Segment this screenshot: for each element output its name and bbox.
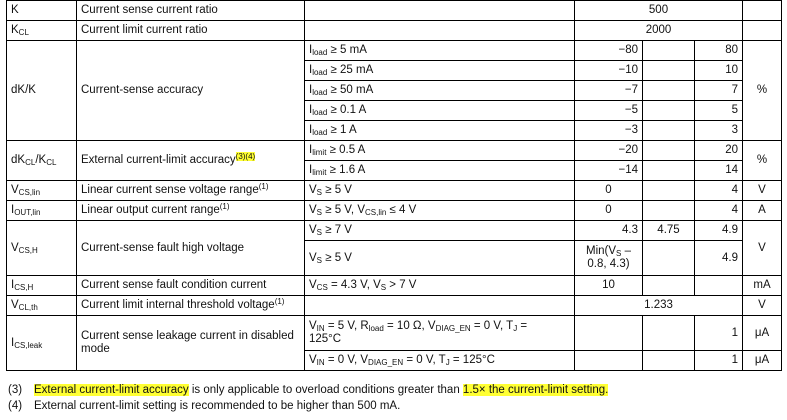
unit-cell	[743, 1, 782, 21]
table-row	[7, 41, 782, 61]
condition-cell: $V_S \ge 5$ V	[305, 181, 575, 201]
typ-cell	[643, 201, 695, 221]
parameter-cell: Current sense fault condition current	[77, 276, 305, 296]
highlighted-text: 1.5× the current-limit setting.	[462, 384, 609, 396]
parameter-cell: Current limit current ratio	[77, 21, 305, 41]
condition-cell: $I_{load} \ge 25$ mA	[305, 61, 575, 81]
min-cell: 0	[575, 181, 643, 201]
min-cell: −10	[575, 61, 643, 81]
table-row	[7, 201, 782, 221]
parameter-cell: Current sense leakage current in disabled mode	[77, 316, 305, 371]
table-row	[7, 296, 782, 316]
unit-cell: V	[743, 221, 782, 276]
typ-cell	[643, 351, 695, 371]
condition-cell: $I_{load} \ge 50$ mA	[305, 81, 575, 101]
symbol-cell: K	[7, 1, 77, 21]
condition-cell: $V_S \ge 5$ V, $V_{CS,lin} \le 4$ V	[305, 201, 575, 221]
max-cell: 10	[695, 61, 743, 81]
table-row	[7, 1, 782, 21]
unit-cell: mA	[743, 276, 782, 296]
typ-cell	[643, 276, 695, 296]
min-cell: −14	[575, 161, 643, 181]
typ-cell	[643, 61, 695, 81]
max-cell: 4	[695, 181, 743, 201]
parameter-cell: External current-limit accuracy$^{(3)(4)}$	[77, 141, 305, 181]
min-cell	[575, 351, 643, 371]
table-row	[7, 141, 782, 161]
min-cell: −80	[575, 41, 643, 61]
max-cell	[695, 276, 743, 296]
max-cell: 1	[695, 351, 743, 371]
typ-cell	[643, 121, 695, 141]
condition-cell: $I_{limit} \ge 0.5$ A	[305, 141, 575, 161]
highlighted-text: External current-limit accuracy	[34, 384, 189, 396]
condition-cell	[305, 21, 575, 41]
typ-cell	[643, 141, 695, 161]
table-row	[7, 316, 782, 351]
condition-cell: $I_{load} \ge 5$ mA	[305, 41, 575, 61]
min-cell	[575, 316, 643, 351]
condition-cell: $V_S \ge 7$ V	[305, 221, 575, 241]
max-cell: 4.9	[695, 241, 743, 276]
table-row	[7, 181, 782, 201]
typ-cell: 4.75	[643, 221, 695, 241]
typ-cell	[643, 181, 695, 201]
typ-cell	[643, 81, 695, 101]
max-cell: 80	[695, 41, 743, 61]
unit-cell: μA	[743, 316, 782, 351]
symbol-cell: $I_{CS,leak}$	[7, 316, 77, 371]
symbol-cell: $I_{OUT,lin}$	[7, 201, 77, 221]
parameter-cell: Current limit internal threshold voltage$^{(1)}$	[77, 296, 305, 316]
condition-cell: $V_{IN} = 0$ V, $V_{DIAG\_EN} = 0$ V, $T_J = 125^\circ C$	[305, 351, 575, 371]
footnotes	[8, 382, 608, 414]
max-cell: 4.9	[695, 221, 743, 241]
unit-cell: V	[743, 296, 782, 316]
parameter-cell: Current-sense accuracy	[77, 41, 305, 141]
typ-cell	[643, 316, 695, 351]
max-cell: 14	[695, 161, 743, 181]
parameter-cell: Current-sense fault high voltage	[77, 221, 305, 276]
unit-cell: %	[743, 141, 782, 181]
max-cell: 7	[695, 81, 743, 101]
parameter-cell: Linear current sense voltage range$^{(1)}$	[77, 181, 305, 201]
min-cell: −3	[575, 121, 643, 141]
footnote-ref[interactable]: (1)	[219, 202, 230, 211]
min-cell: −5	[575, 101, 643, 121]
footnote-4: (4) External current-limit setting is recommended to be higher than 500 mA.	[8, 400, 401, 412]
symbol-cell: dK/K	[7, 41, 77, 141]
symbol-cell: $K_{CL}$	[7, 21, 77, 41]
condition-cell	[305, 296, 575, 316]
unit-cell: V	[743, 181, 782, 201]
condition-cell: $V_S \ge 5$ V	[305, 241, 575, 276]
max-cell: 4	[695, 201, 743, 221]
min-cell: −7	[575, 81, 643, 101]
typ-cell	[643, 101, 695, 121]
min-cell: 4.3	[575, 221, 643, 241]
typ-cell	[643, 241, 695, 276]
footnote-3: (3) External current-limit accuracy is only applicable to overload conditions greater than 1.5× the current-limit setting.	[8, 384, 609, 396]
typ-cell	[643, 41, 695, 61]
condition-cell: $I_{limit} \ge 1.6$ A	[305, 161, 575, 181]
typ-cell	[643, 161, 695, 181]
condition-cell	[305, 1, 575, 21]
unit-cell: μA	[743, 351, 782, 371]
min-cell: 10	[575, 276, 643, 296]
electrical-characteristics-table	[6, 0, 782, 371]
max-cell: 20	[695, 141, 743, 161]
symbol-cell: $I_{CS,H}$	[7, 276, 77, 296]
footnote-ref[interactable]: (1)	[258, 182, 269, 191]
typ-cell: 1.233	[575, 296, 743, 316]
table-row	[7, 21, 782, 41]
min-cell: $Min(V_S$ – 0.8, 4.3)	[575, 241, 643, 276]
unit-cell: A	[743, 201, 782, 221]
footnote-ref[interactable]: (1)	[274, 297, 285, 306]
typ-cell: 500	[575, 1, 743, 21]
unit-cell	[743, 21, 782, 41]
condition-cell: $I_{load} \ge 1$ A	[305, 121, 575, 141]
unit-cell: %	[743, 41, 782, 141]
condition-cell: $I_{load} \ge 0.1$ A	[305, 101, 575, 121]
max-cell: 1	[695, 316, 743, 351]
table-row	[7, 221, 782, 241]
max-cell: 3	[695, 121, 743, 141]
parameter-cell: Current sense current ratio	[77, 1, 305, 21]
symbol-cell: $V_{CS,H}$	[7, 221, 77, 276]
table-row	[7, 276, 782, 296]
min-cell: 0	[575, 201, 643, 221]
symbol-cell: $V_{CS,lin}$	[7, 181, 77, 201]
symbol-cell: $dK_{CL}/K_{CL}$	[7, 141, 77, 181]
symbol-cell: $V_{CL,th}$	[7, 296, 77, 316]
max-cell: 5	[695, 101, 743, 121]
footnote-ref[interactable]: (3)(4)	[235, 152, 256, 161]
condition-cell: $V_{CS} = 4.3$ V, $V_S > 7$ V	[305, 276, 575, 296]
parameter-cell: Linear output current range$^{(1)}$	[77, 201, 305, 221]
min-cell: −20	[575, 141, 643, 161]
condition-cell: $V_{IN} = 5$ V, $R_{load} = 10$ Ω, $V_{DIAG\_EN} = 0$ V, $T_J$ = 125°C	[305, 316, 575, 351]
typ-cell: 2000	[575, 21, 743, 41]
